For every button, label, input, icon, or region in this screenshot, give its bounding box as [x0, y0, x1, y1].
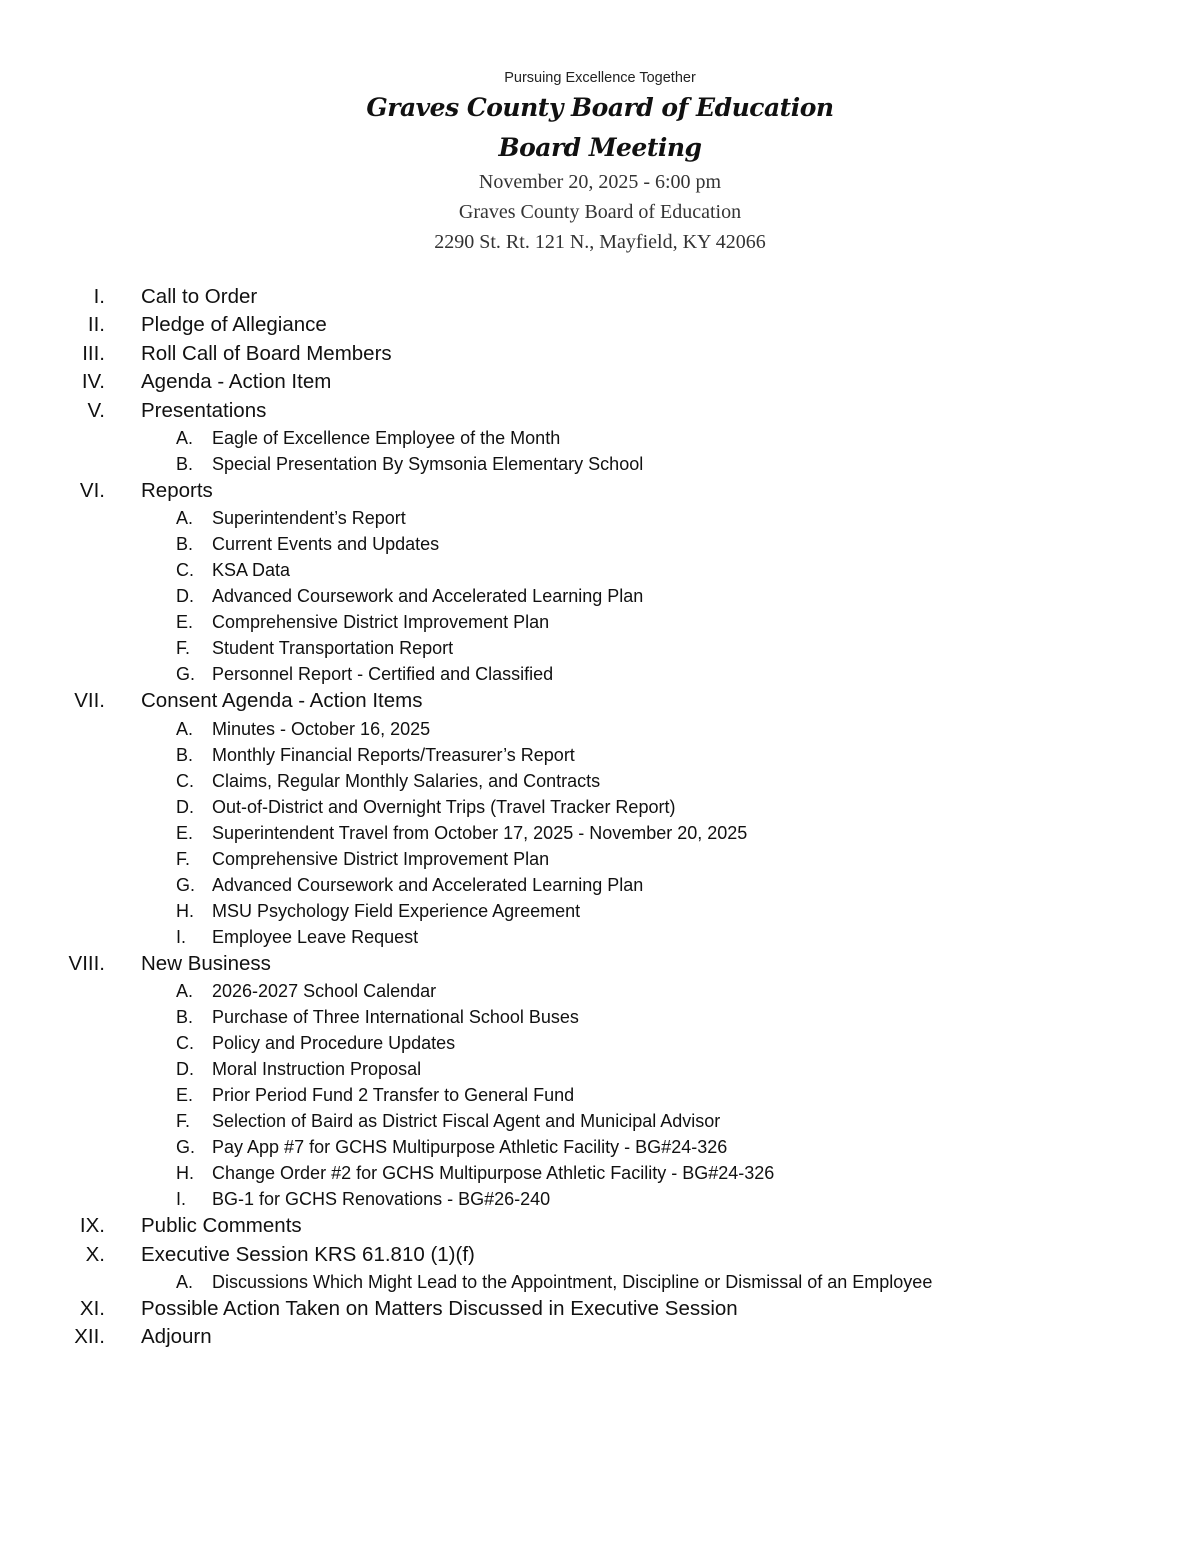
agenda-item-text: New Business: [141, 951, 271, 975]
agenda-item-number: IV.: [81, 370, 105, 394]
agenda-subitem-letter: I.: [176, 1189, 187, 1210]
agenda-subitem: [0, 531, 1200, 557]
agenda-subitem-letter: E.: [176, 1085, 194, 1106]
agenda-subitem: [0, 820, 1200, 846]
agenda-subitem: [0, 1186, 1200, 1212]
agenda-subitem-letter: A.: [176, 981, 194, 1002]
agenda-subitem-letter: C.: [176, 560, 194, 581]
agenda-subitem-letter: C.: [176, 770, 194, 791]
agenda-subitem-text: Advanced Coursework and Accelerated Learning Plan: [212, 586, 644, 607]
agenda-subitem-text: BG-1 for GCHS Renovations - BG#26-240: [212, 1189, 551, 1210]
agenda-subitem-text: Advanced Coursework and Accelerated Learning Plan: [212, 874, 644, 895]
agenda-subitem-text: Moral Instruction Proposal: [212, 1059, 422, 1080]
agenda-subitem-letter: G.: [176, 874, 196, 895]
agenda-subitem-letter: H.: [176, 900, 194, 921]
agenda-item: [0, 1323, 1200, 1351]
agenda-subitem: [0, 1082, 1200, 1108]
agenda-subitem-text: Superintendent Travel from October 17, 2025 - November 20, 2025: [212, 822, 748, 843]
agenda-subitem: [0, 1004, 1200, 1030]
agenda-subitem-text: MSU Psychology Field Experience Agreement: [212, 900, 581, 921]
agenda-item-text: Presentations: [141, 398, 267, 422]
agenda-subitem-letter: A.: [176, 508, 194, 529]
agenda-item-text: Adjourn: [141, 1325, 212, 1349]
agenda-subitem-letter: B.: [176, 534, 194, 555]
agenda-subitem-text: Special Presentation By Symsonia Elementary School: [212, 453, 644, 474]
agenda-subitem-text: Student Transportation Report: [212, 638, 454, 659]
agenda-subitem: [0, 716, 1200, 742]
agenda-item: [0, 950, 1200, 978]
agenda-subitem-letter: G.: [176, 664, 196, 685]
agenda-subitem-text: Discussions Which Might Lead to the Appointment, Discipline or Dismissal of an Employee: [212, 1271, 933, 1292]
agenda-subitem-letter: I.: [176, 926, 187, 947]
agenda-item-number: II.: [87, 313, 105, 337]
agenda-item: [0, 397, 1200, 425]
agenda-item-text: Reports: [141, 478, 213, 502]
agenda-item-text: Executive Session KRS 61.810 (1)(f): [141, 1242, 475, 1266]
agenda-item: [0, 477, 1200, 505]
agenda-subitem: [0, 898, 1200, 924]
agenda-subitem: [0, 661, 1200, 687]
agenda-subitem-letter: B.: [176, 744, 194, 765]
meeting-address: 2290 St. Rt. 121 N., Mayfield, KY 42066: [434, 231, 766, 253]
agenda-item-text: Public Comments: [141, 1214, 302, 1238]
agenda-item-number: XII.: [74, 1325, 105, 1349]
agenda-item-text: Agenda - Action Item: [141, 370, 332, 394]
agenda-subitem-text: Comprehensive District Improvement Plan: [212, 612, 550, 633]
agenda-subitem: [0, 1030, 1200, 1056]
agenda-subitem-text: Personnel Report - Certified and Classified: [212, 664, 554, 685]
agenda-subitem-text: Comprehensive District Improvement Plan: [212, 848, 550, 869]
agenda-subitem-letter: B.: [176, 1007, 194, 1028]
agenda-subitem-text: Purchase of Three International School Buses: [212, 1007, 579, 1028]
agenda-subitem-letter: A.: [176, 718, 194, 739]
meeting-title: Board Meeting: [498, 133, 702, 162]
agenda-subitem-list: [0, 425, 1200, 477]
agenda-list: [0, 283, 1200, 1352]
meeting-datetime: November 20, 2025 - 6:00 pm: [478, 171, 722, 193]
agenda-subitem: [0, 635, 1200, 661]
agenda-subitem-letter: D.: [176, 1059, 194, 1080]
agenda-subitem: [0, 1108, 1200, 1134]
agenda-item-number: VII.: [74, 689, 105, 713]
agenda-item-number: X.: [85, 1242, 105, 1266]
agenda-subitem: [0, 583, 1200, 609]
agenda-subitem: [0, 872, 1200, 898]
agenda-subitem-list: [0, 505, 1200, 687]
agenda-subitem-text: KSA Data: [212, 560, 291, 581]
agenda-subitem: [0, 1056, 1200, 1082]
agenda-item: [0, 1241, 1200, 1269]
agenda-subitem: [0, 1160, 1200, 1186]
agenda-item: [0, 368, 1200, 396]
agenda-item-text: Pledge of Allegiance: [141, 313, 327, 337]
agenda-subitem-text: Change Order #2 for GCHS Multipurpose Athletic Facility - BG#24-326: [212, 1163, 775, 1184]
agenda-subitem-text: Prior Period Fund 2 Transfer to General Fund: [212, 1085, 575, 1106]
agenda-item-number: XI.: [79, 1296, 105, 1320]
agenda-subitem-letter: D.: [176, 586, 194, 607]
agenda-subitem: [0, 505, 1200, 531]
agenda-item-number: VI.: [79, 478, 105, 502]
agenda-subitem-text: Policy and Procedure Updates: [212, 1033, 456, 1054]
agenda-item-number: V.: [87, 398, 105, 422]
agenda-item: [0, 1212, 1200, 1240]
agenda-subitem-list: [0, 978, 1200, 1212]
agenda-item-text: Consent Agenda - Action Items: [141, 689, 423, 713]
agenda-subitem-letter: C.: [176, 1033, 194, 1054]
agenda-subitem-text: 2026-2027 School Calendar: [212, 981, 437, 1002]
agenda-subitem: [0, 768, 1200, 794]
agenda-subitem: [0, 794, 1200, 820]
agenda-subitem-letter: H.: [176, 1163, 194, 1184]
agenda-subitem: [0, 425, 1200, 451]
agenda-subitem-text: Eagle of Excellence Employee of the Month: [212, 427, 561, 448]
agenda-subitem-text: Minutes - October 16, 2025: [212, 718, 431, 739]
agenda-subitem-text: Current Events and Updates: [212, 534, 440, 555]
agenda-subitem: [0, 846, 1200, 872]
agenda-subitem: [0, 1134, 1200, 1160]
agenda-subitem: [0, 978, 1200, 1004]
agenda-item-number: VIII.: [68, 951, 105, 975]
agenda-subitem: [0, 451, 1200, 477]
agenda-subitem-text: Pay App #7 for GCHS Multipurpose Athletic Facility - BG#24-326: [212, 1137, 728, 1158]
agenda-subitem: [0, 924, 1200, 950]
agenda-subitem-list: [0, 716, 1200, 950]
agenda-item-number: I.: [93, 285, 105, 308]
agenda-item-number: IX.: [79, 1214, 105, 1238]
agenda-subitem: [0, 742, 1200, 768]
agenda-subitem-letter: A.: [176, 427, 194, 448]
agenda-item: [0, 340, 1200, 368]
agenda-subitem-letter: G.: [176, 1137, 196, 1158]
agenda-subitem-text: Claims, Regular Monthly Salaries, and Contracts: [212, 770, 601, 791]
agenda-item-text: Roll Call of Board Members: [141, 341, 392, 365]
agenda-subitem-text: Monthly Financial Reports/Treasurer’s Report: [212, 744, 575, 765]
agenda-item-text: Possible Action Taken on Matters Discussed in Executive Session: [141, 1296, 738, 1320]
tagline: Pursuing Excellence Together: [504, 70, 696, 86]
agenda-item-text: Call to Order: [141, 285, 258, 308]
agenda-subitem-letter: D.: [176, 796, 194, 817]
agenda-item: [0, 311, 1200, 339]
agenda-subitem-letter: F.: [176, 848, 191, 869]
meeting-location: Graves County Board of Education: [458, 201, 742, 223]
agenda-item: [0, 687, 1200, 715]
agenda-subitem-list: [0, 1269, 1200, 1295]
agenda-subitem-letter: E.: [176, 612, 194, 633]
agenda-item-number: III.: [82, 341, 105, 365]
agenda-subitem: [0, 557, 1200, 583]
agenda-subitem-letter: E.: [176, 822, 194, 843]
agenda-subitem-letter: F.: [176, 638, 191, 659]
agenda-subitem-text: Employee Leave Request: [212, 926, 419, 947]
agenda-subitem: [0, 609, 1200, 635]
agenda-subitem-letter: F.: [176, 1111, 191, 1132]
agenda-subitem: [0, 1269, 1200, 1295]
agenda-subitem-letter: A.: [176, 1271, 194, 1292]
organization-title: Graves County Board of Education: [366, 93, 834, 122]
agenda-subitem-text: Superintendent’s Report: [212, 508, 406, 529]
agenda-subitem-text: Out-of-District and Overnight Trips (Travel Tracker Report): [212, 796, 676, 817]
agenda-subitem-letter: B.: [176, 453, 194, 474]
agenda-item: [0, 283, 1200, 311]
agenda-item: [0, 1295, 1200, 1323]
agenda-subitem-text: Selection of Baird as District Fiscal Agent and Municipal Advisor: [212, 1111, 721, 1132]
